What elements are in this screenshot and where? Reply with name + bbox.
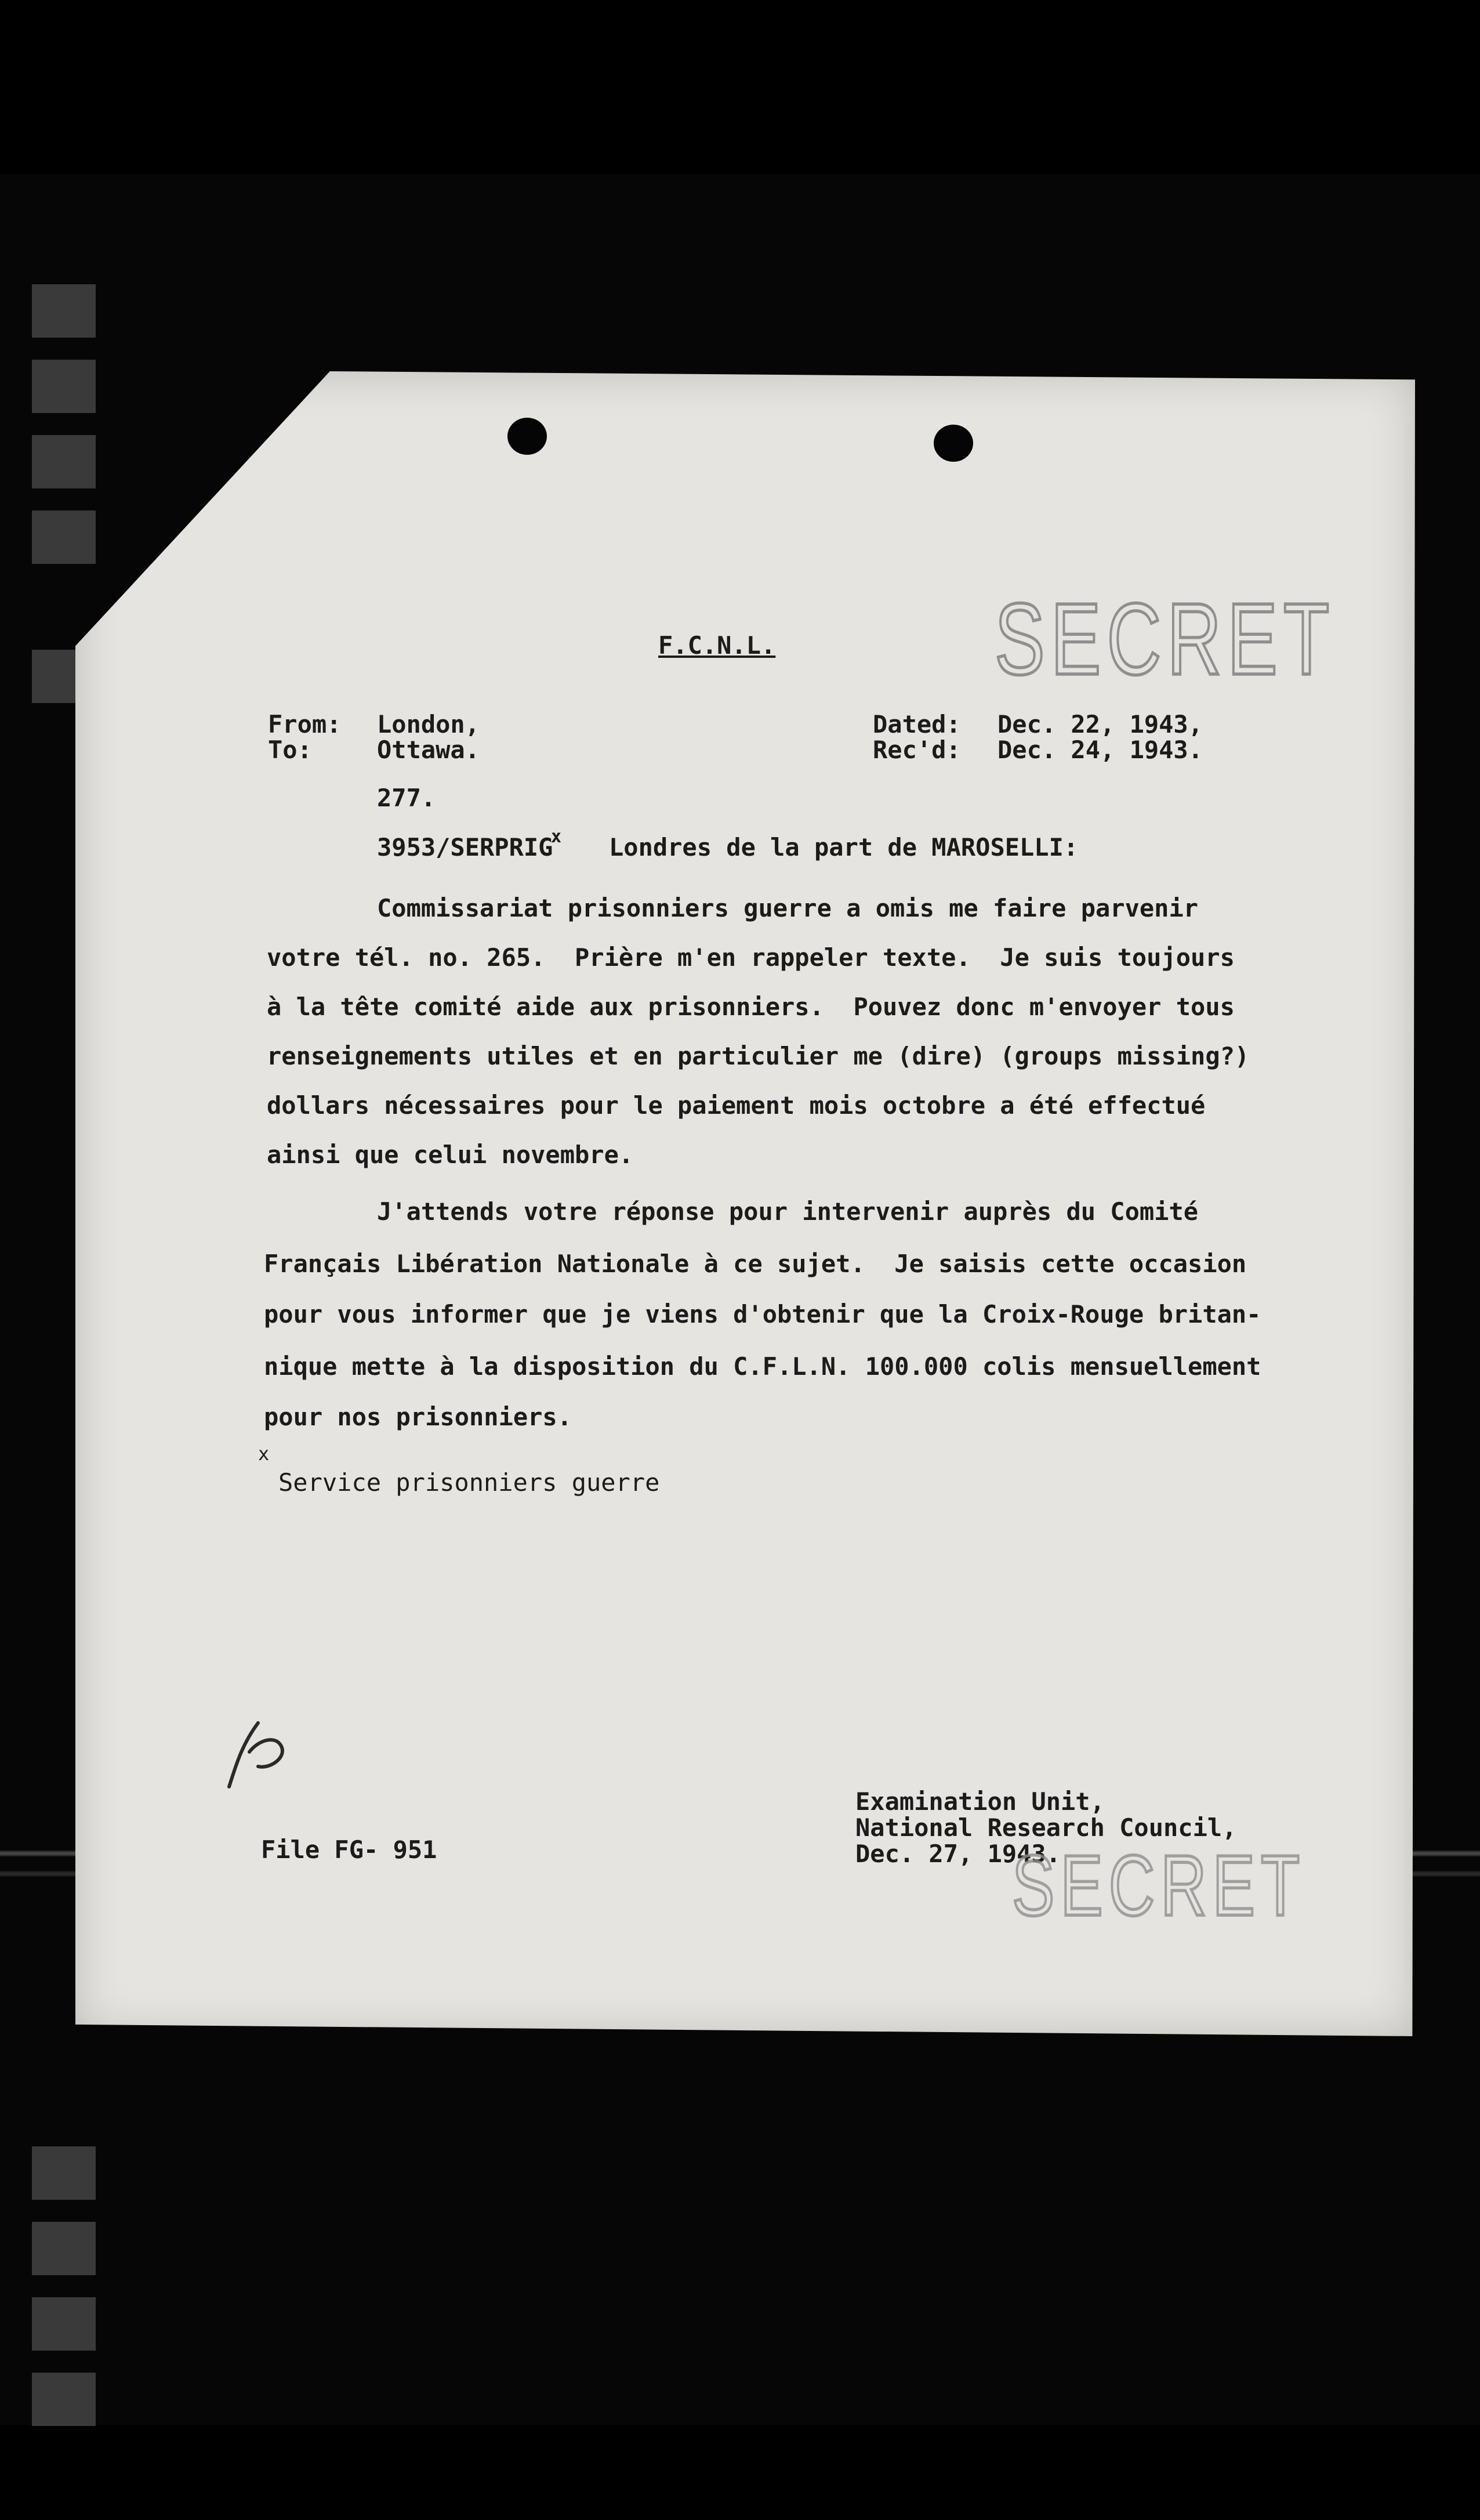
paragraph1-line: Commissariat prisonniers guerre a omis me faire parvenir [377,894,1199,922]
from-label: From: [268,710,342,738]
message-number: 277. [377,784,436,812]
punch-hole [507,418,547,455]
film-bottom-band [0,2425,1480,2520]
recd-value: Dec. 24, 1943. [997,736,1203,764]
to-label: To: [268,736,312,764]
reference-code: 3953/SERPRIG [377,833,553,861]
film-sprocket-mark [32,510,96,564]
film-sprocket-mark [32,2146,96,2200]
paragraph2-line: Français Libération Nationale à ce sujet. Je saisis cette occasion [264,1250,1247,1278]
secret-stamp-bottom: SECRET [1012,1837,1306,1934]
from-value: London, [377,710,480,738]
punch-hole [934,425,973,462]
paragraph1-line: renseignements utiles et en particulier me (dire) (groups missing?) [267,1042,1250,1070]
dated-label: Dated: [873,710,961,738]
paragraph2-line: pour vous informer que je viens d'obtenir que la Croix-Rouge britan- [264,1300,1261,1328]
film-sprocket-mark [32,435,96,488]
reference-text: Londres de la part de MAROSELLI: [609,833,1079,861]
to-value: Ottawa. [377,736,480,764]
file-reference: File FG- 951 [261,1835,437,1864]
reference-footnote-mark: x [551,827,562,847]
film-sprocket-mark [32,2297,96,2351]
paragraph2-line: nique mette à la disposition du C.F.L.N. 100.000 colis mensuellement [264,1352,1261,1381]
footnote-text: Service prisonniers guerre [278,1468,660,1497]
paragraph1-line: dollars nécessaires pour le paiement mois octobre a été effectué [267,1091,1206,1120]
signature-line: Examination Unit, [855,1787,1105,1816]
secret-stamp-top: SECRET [995,581,1336,696]
dated-value: Dec. 22, 1943, [997,710,1203,738]
footnote-mark: x [258,1443,270,1465]
signature-line: Dec. 27, 1943. [855,1840,1061,1868]
film-top-band [0,0,1480,174]
film-sprocket-mark [32,360,96,413]
paragraph2-line: J'attends votre réponse pour intervenir auprès du Comité [377,1197,1199,1226]
signature-line: National Research Council, [855,1813,1237,1842]
paragraph2-line: pour nos prisonniers. [264,1403,572,1431]
film-sprocket-mark [32,2222,96,2275]
handwritten-initial [223,1711,310,1798]
recd-label: Rec'd: [873,736,961,764]
header-code: F.C.N.L. [658,631,776,660]
paragraph1-line: à la tête comité aide aux prisonniers. Pouvez donc m'envoyer tous [267,993,1235,1021]
paragraph1-line: ainsi que celui novembre. [267,1140,634,1169]
film-sprocket-mark [32,284,96,338]
film-sprocket-mark [32,2373,96,2426]
paragraph1-line: votre tél. no. 265. Prière m'en rappeler texte. Je suis toujours [267,943,1235,972]
